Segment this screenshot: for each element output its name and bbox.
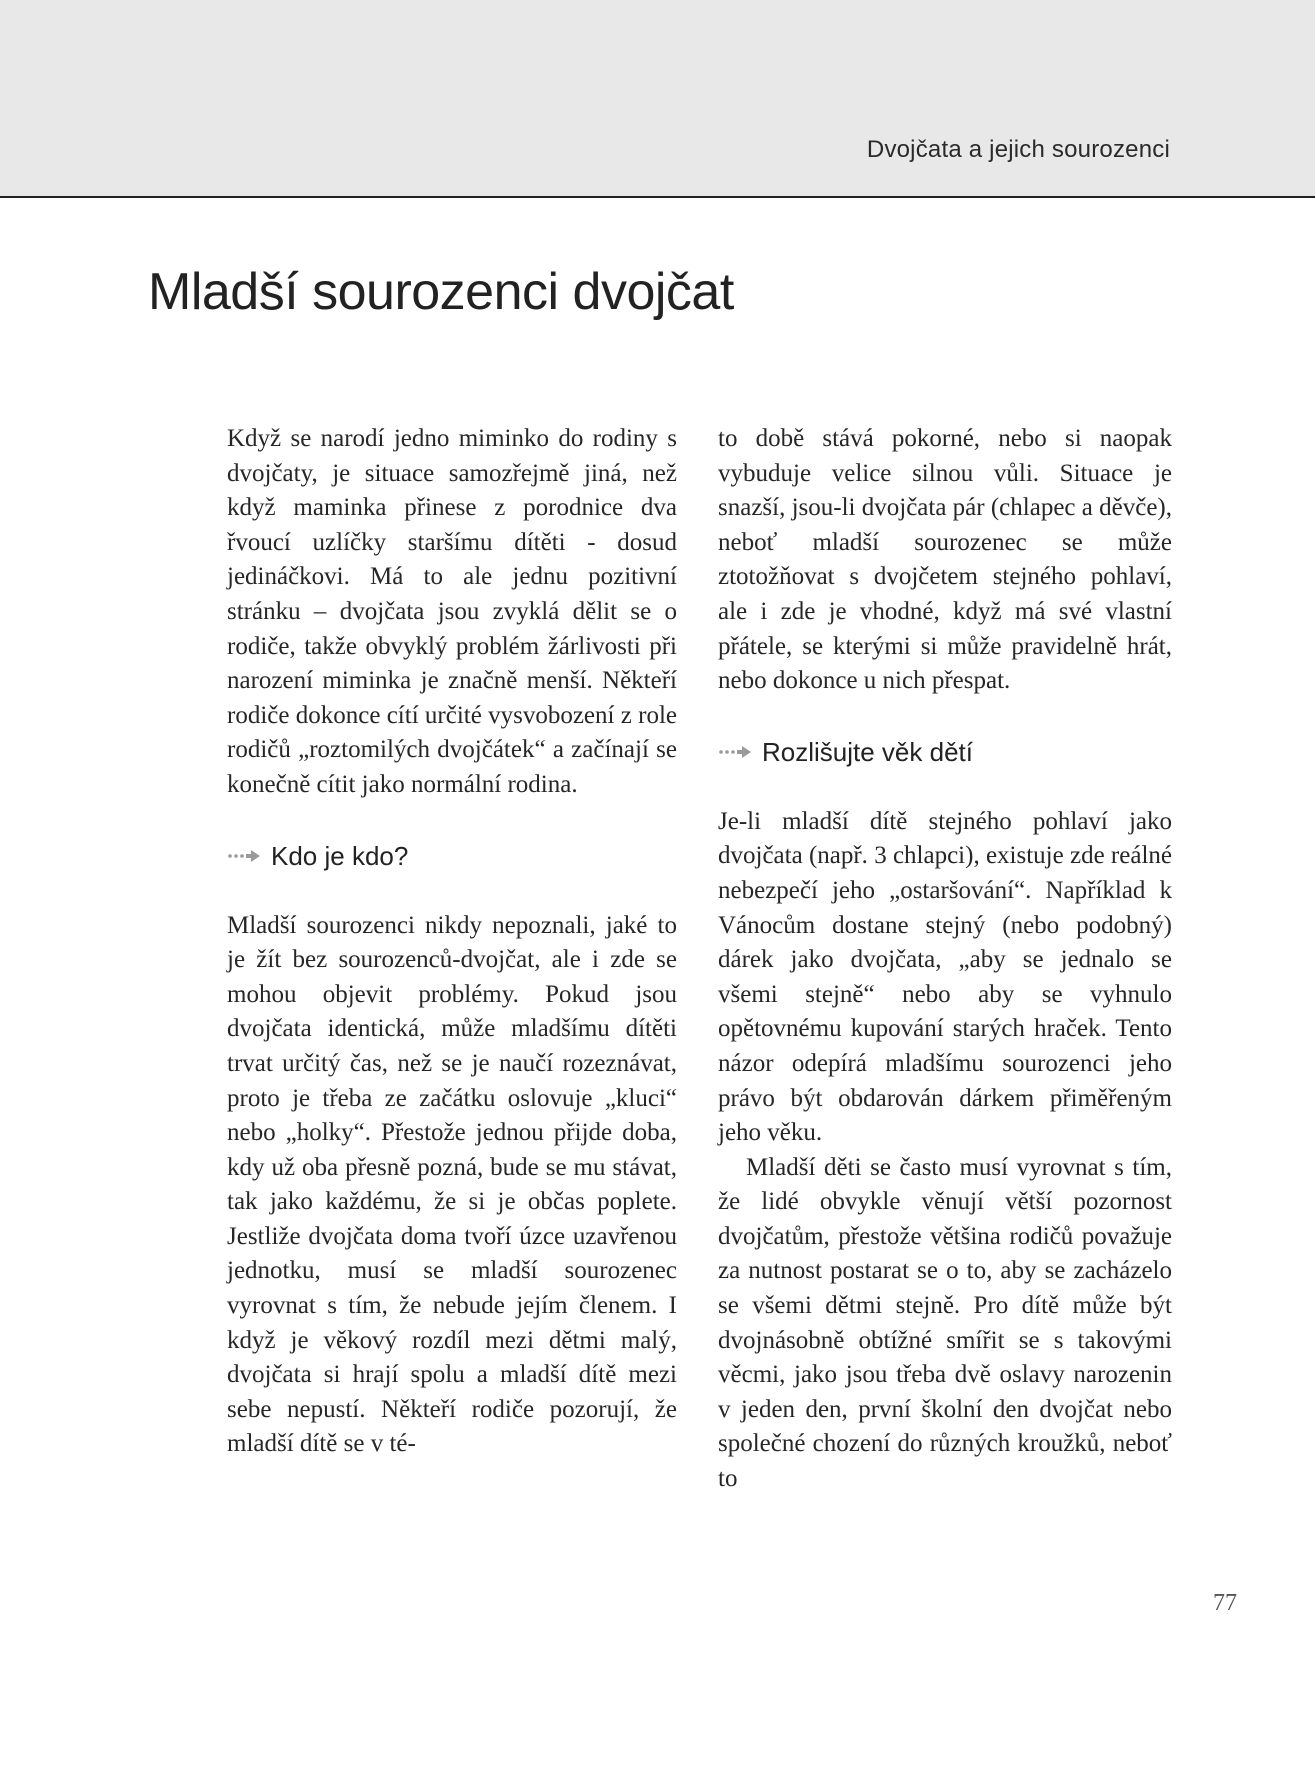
dotted-arrow-icon	[227, 849, 261, 863]
subheading-rozlisujte-vek	[718, 735, 1172, 769]
subheading-label: Kdo je kdo?	[271, 840, 409, 871]
body-paragraph: Mladší děti se často musí vyrovnat s tím, že lidé obvykle věnují větší pozornost dvojčatům, přestože většina rodičů považuje za nutnost postarat se o to, aby se zacházelo se všemi dětmi stejně. Pro dítě může být dvojnásobně obtížné smířit se s takovými věcmi, jako jsou třeba dvě oslavy narozenin v jeden den, první školní den dvojčat nebo společné chození do různých kroužků, neboť to	[718, 1153, 1172, 1493]
running-head: Dvojčata a jejich sourozenci	[866, 136, 1170, 163]
body-paragraph: Je-li mladší dítě stejného pohlaví jako dvojčata (např. 3 chlapci), existuje zde reálné nebezpečí jeho „ostaršování“. Například k Vánocům dostane stejný (nebo podobný) dárek jako dvojčata, „aby se jednalo se všemi stejně“ nebo aby se vyhnulo opětovnému kupování starých hraček. Tento názor odepírá mladšímu sourozenci jeho právo být obdarován dárkem přiměřeným jeho věku.	[718, 807, 1172, 1147]
header-band	[0, 0, 1315, 198]
continuation-paragraph: to době stává pokorné, nebo si naopak vybuduje velice silnou vůli. Situace je snazší, jsou-li dvojčata pár (chlapec a děvče), neboť mladší sourozenec se může ztotožňovat s dvojčetem stejného pohlaví, ale i zde je vhodné, když má své vlastní přátele, se kterými si může pravidelně hrát, nebo dokonce u nich přespat.	[718, 425, 1172, 695]
chapter-title: Mladší sourozenci dvojčat	[148, 263, 734, 321]
dotted-arrow-icon	[718, 745, 752, 759]
left-column	[227, 422, 677, 1462]
subheading-label: Rozlišujte věk dětí	[762, 736, 973, 767]
body-paragraph: Mladší sourozenci nikdy nepoznali, jaké to je žít bez sourozenců-dvojčat, ale i zde se mohou objevit problémy. Pokud jsou dvojčata identická, může mladšímu dítěti trvat určitý čas, než se je naučí rozeznávat, proto je třeba ze začátku oslovuje „kluci“ nebo „holky“. Přestože jednou přijde doba, kdy už oba přesně pozná, bude se mu stávat, tak jako každému, že si je občas poplete. Jestliže dvojčata doma tvoří úzce uzavřenou jednotku, musí se mladší sourozenec vyrovnat s tím, že nebude jejím členem. I když je věkový rozdíl mezi dětmi malý, dvojčata si hrají spolu a mladší dítě mezi sebe nepustí. Někteří rodiče pozorují, že mladší dítě se v té-	[227, 911, 677, 1458]
subheading-kdo-je-kdo	[227, 839, 677, 873]
intro-paragraph: Když se narodí jedno miminko do rodiny s dvojčaty, je situace samozřejmě jiná, než když maminka přinese z porodnice dva řvoucí uzlíčky staršímu dítěti - dosud jedináčkovi. Má to ale jednu pozitivní stránku – dvojčata jsou zvyklá dělit se o rodiče, takže obvyklý problém žárlivosti při narození miminka je značně menší. Někteří rodiče dokonce cítí určité vysvobození z role rodičů „roztomilých dvojčátek“ a začínají se konečně cítit jako normální rodina.	[227, 425, 677, 798]
right-column	[718, 422, 1172, 1497]
page-number: 77	[1213, 1590, 1237, 1616]
